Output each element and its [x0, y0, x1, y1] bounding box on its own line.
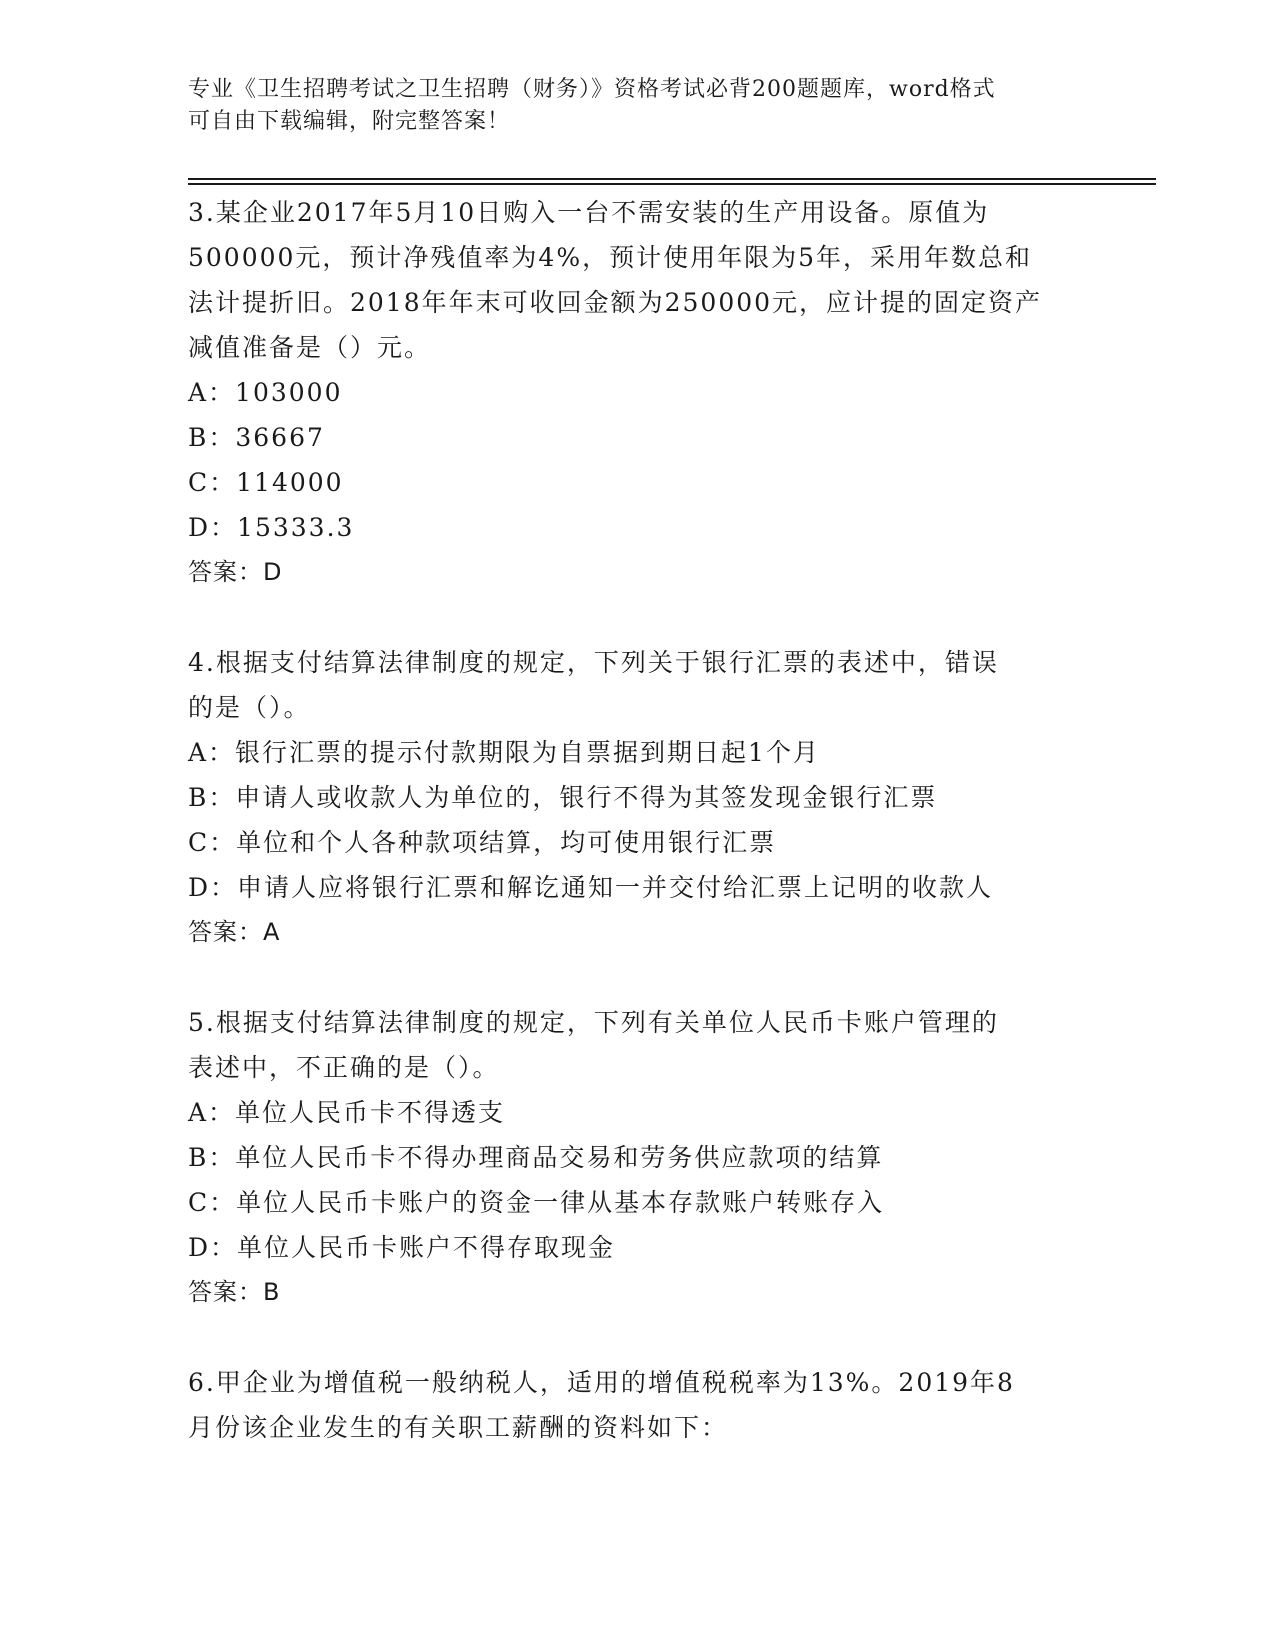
stem-line: 表述中，不正确的是（）。	[188, 1053, 500, 1082]
stem-line: 法计提折旧。2018年年末可收回金额为250000元，应计提的固定资产	[188, 288, 1043, 317]
stem-line: 月份该企业发生的有关职工薪酬的资料如下：	[188, 1413, 729, 1442]
stem-line: 3.某企业2017年5月10日购入一台不需安装的生产用设备。原值为	[188, 198, 990, 227]
document-header	[188, 74, 1068, 138]
question-list	[188, 190, 1088, 1450]
stem-line: 500000元，预计净残值率为4%，预计使用年限为5年，采用年数总和	[188, 243, 1033, 272]
question-5	[188, 1000, 1088, 1315]
stem-line: 6.甲企业为增值税一般纳税人，适用的增值税税率为13%。2019年8	[188, 1368, 1015, 1397]
header-line-1: 专业《卫生招聘考试之卫生招聘（财务）》资格考试必背200题题库，word格式	[188, 77, 996, 102]
spacer	[188, 595, 1088, 640]
question-stem	[188, 640, 1088, 730]
option-c: C：单位人民币卡账户的资金一律从基本存款账户转账存入	[188, 1188, 885, 1217]
answer-line: 答案：D	[188, 558, 283, 586]
stem-line: 减值准备是（）元。	[188, 333, 432, 362]
option-d: D：申请人应将银行汇票和解讫通知一并交付给汇票上记明的收款人	[188, 873, 994, 902]
option-d: D：单位人民币卡账户不得存取现金	[188, 1233, 616, 1262]
answer-line: 答案：B	[188, 1278, 281, 1306]
option-a: A：单位人民币卡不得透支	[188, 1098, 506, 1127]
spacer	[188, 955, 1088, 1000]
header-divider-bottom	[188, 183, 1156, 185]
option-c: C：单位和个人各种款项结算，均可使用银行汇票	[188, 828, 777, 857]
question-4	[188, 640, 1088, 955]
spacer	[188, 1315, 1088, 1360]
question-6	[188, 1360, 1088, 1450]
option-c: C：114000	[188, 468, 344, 497]
option-a: A：银行汇票的提示付款期限为自票据到期日起1个月	[188, 738, 820, 767]
stem-line: 的是（）。	[188, 693, 311, 722]
option-b: B：单位人民币卡不得办理商品交易和劳务供应款项的结算	[188, 1143, 884, 1172]
header-divider-top	[188, 178, 1156, 180]
option-b: B：申请人或收款人为单位的，银行不得为其签发现金银行汇票	[188, 783, 938, 812]
option-a: A：103000	[188, 378, 343, 407]
question-stem	[188, 1360, 1088, 1450]
answer-line: 答案：A	[188, 918, 281, 946]
stem-line: 4.根据支付结算法律制度的规定，下列关于银行汇票的表述中，错误	[188, 648, 999, 677]
option-b: B：36667	[188, 423, 325, 452]
stem-line: 5.根据支付结算法律制度的规定，下列有关单位人民币卡账户管理的	[188, 1008, 999, 1037]
question-stem	[188, 1000, 1088, 1090]
question-stem	[188, 190, 1088, 370]
header-line-2: 可自由下载编辑，附完整答案！	[188, 109, 511, 134]
question-3	[188, 190, 1088, 595]
option-d: D：15333.3	[188, 513, 355, 542]
